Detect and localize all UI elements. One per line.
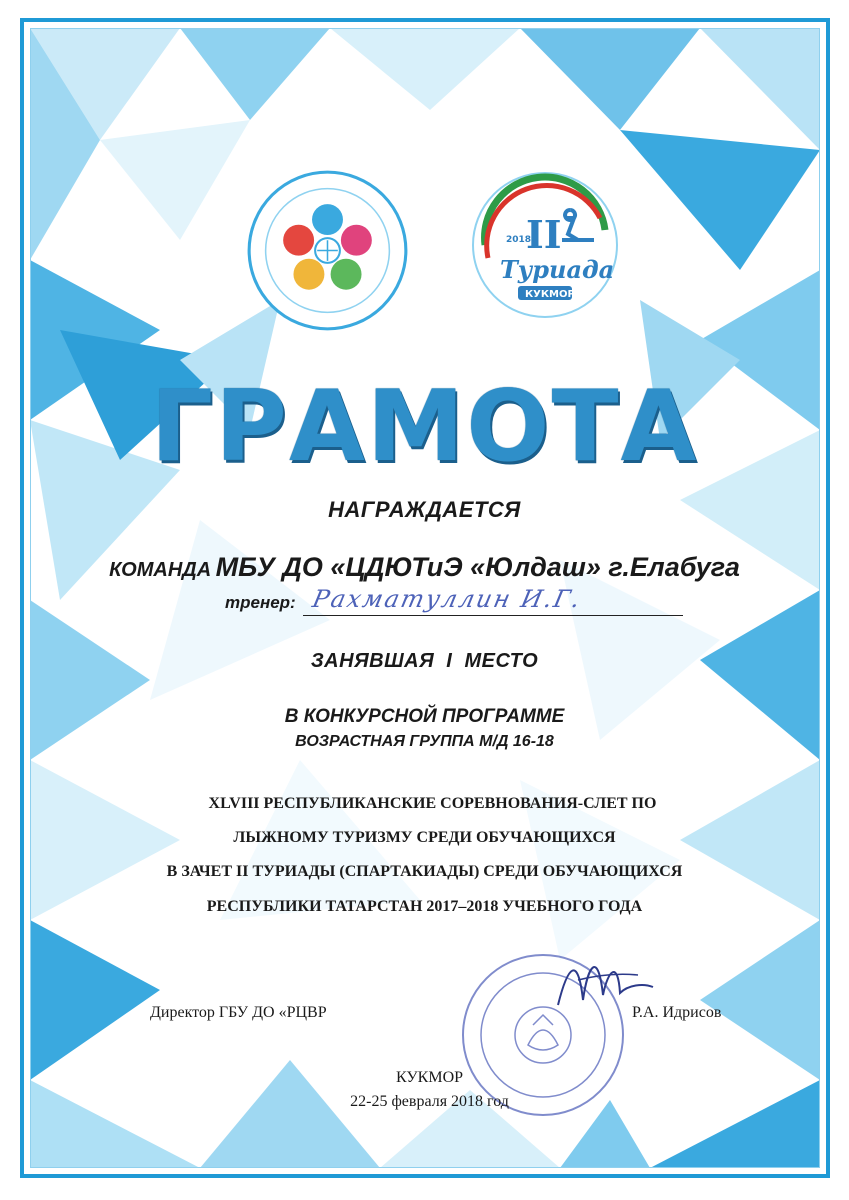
certificate-title: ГРАМОТА [150,370,699,484]
coach-handwritten-name: Рахматуллин И.Г. [310,585,585,613]
team-line [0,552,849,583]
turiada-logo [470,170,620,320]
svg-text:II: II [526,212,562,257]
galaktika-logo [245,168,410,333]
event-line-3: В ЗАЧЕТ II ТУРИАДЫ (СПАРТАКИАДЫ) СРЕДИ ОБУЧАЮЩИХСЯ [166,863,683,880]
program-text: В КОНКУРСНОЙ ПРОГРАММЕ [284,706,565,727]
date-text: 22-25 февраля 2018 год [350,1093,509,1110]
director-label: Директор ГБУ ДО «РЦВР [150,1004,327,1021]
location-text: КУКМОР [395,1069,464,1086]
team-prefix: КОМАНДА [109,559,212,581]
signer-name: Р.А. Идрисов [632,1004,722,1021]
team-name: МБУ ДО «ЦДЮТиЭ «Юлдаш» г.Елабуга [215,552,740,582]
svg-text:Туриада: Туриада [500,255,615,284]
event-line-2: ЛЫЖНОМУ ТУРИЗМУ СРЕДИ ОБУЧАЮЩИХСЯ [233,829,616,846]
place-text: ЗАНЯВШАЯ I МЕСТО [310,650,539,672]
event-line-4: РЕСПУБЛИКИ ТАТАРСТАН 2017–2018 УЧЕБНОГО ГОДА [206,898,643,915]
awarded-label: НАГРАЖДАЕТСЯ [328,497,521,522]
svg-text:2018: 2018 [506,235,532,245]
coach-label: тренер: [225,593,296,612]
svg-text:КУКМОР: КУКМОР [525,289,575,300]
coach-row [225,585,685,619]
coach-signature-line [303,585,683,616]
age-group-text: ВОЗРАСТНАЯ ГРУППА М/Д 16-18 [295,733,554,750]
event-line-1: XLVIII РЕСПУБЛИКАНСКИЕ СОРЕВНОВАНИЯ-СЛЕТ ПО [208,795,657,812]
